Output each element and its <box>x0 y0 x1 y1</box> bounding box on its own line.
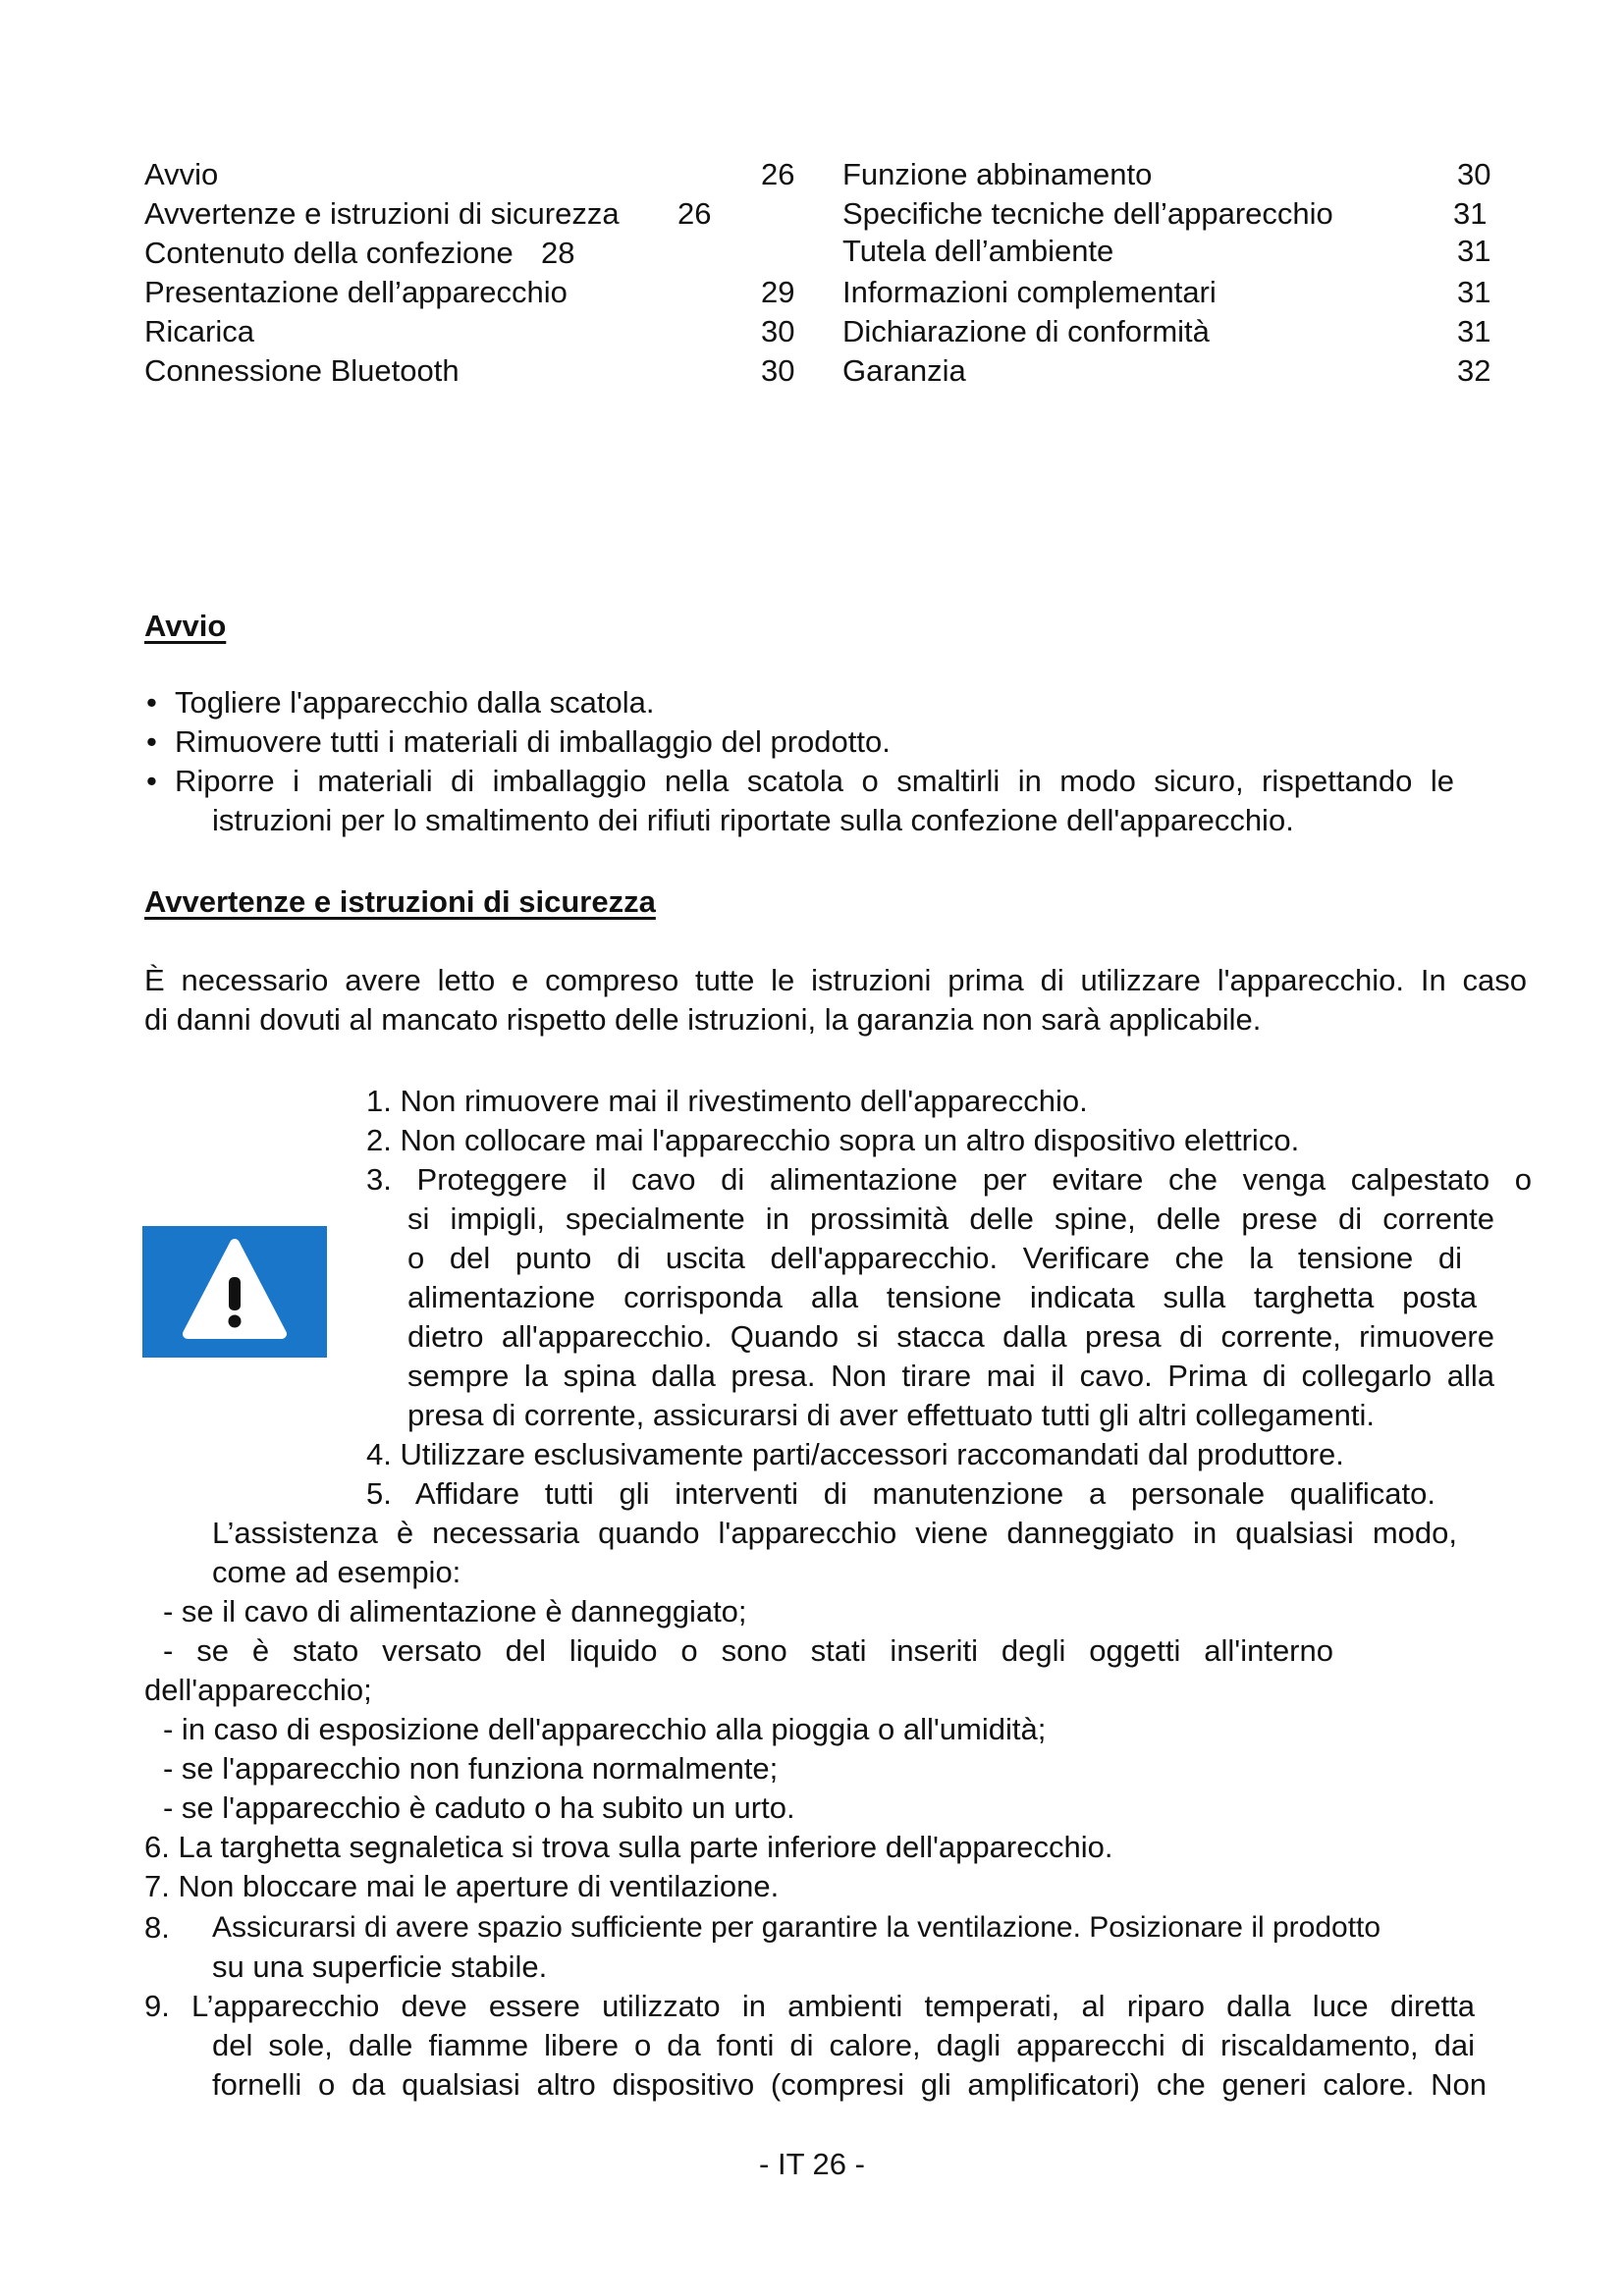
list-item-continuation: del sole, dalle fiamme libere o da fonti di calore, dagli apparecchi di riscaldamento, dai <box>212 2028 1475 2062</box>
list-item-continuation: come ad esempio: <box>212 1555 461 1589</box>
toc-entry[interactable] <box>144 194 800 234</box>
toc-entry[interactable] <box>842 194 1500 234</box>
page-number: - IT 26 - <box>759 2147 865 2181</box>
toc-entry-title: Garanzia <box>842 353 966 388</box>
toc-entry-page: 29 <box>761 275 795 309</box>
toc-entry-page: 26 <box>677 196 712 231</box>
list-item-continuation: si impigli, specialmente in prossimità delle spine, delle prese di corrente <box>407 1201 1494 1236</box>
toc-entry-page: 28 <box>541 236 575 270</box>
list-item-continuation: su una superficie stabile. <box>212 1949 548 1984</box>
sub-list-item-continuation: dell'apparecchio; <box>144 1673 372 1707</box>
warning-sign <box>142 1226 327 1358</box>
section-heading-avvio: Avvio <box>144 609 227 643</box>
bullet-marker: • <box>146 764 157 798</box>
sub-list-item: - se l'apparecchio non funziona normalmente; <box>163 1751 779 1786</box>
toc-entry-page: 30 <box>1457 157 1491 191</box>
list-item-continuation: L’assistenza è necessaria quando l'apparecchio viene danneggiato in qualsiasi modo, <box>212 1516 1457 1550</box>
safety-intro-line: È necessario avere letto e compreso tutte le istruzioni prima di utilizzare l'apparecchio. In caso <box>144 963 1527 997</box>
list-item: Assicurarsi di avere spazio sufficiente per garantire la ventilazione. Posizionare il prodotto <box>212 1911 1381 1944</box>
list-item: 1. Non rimuovere mai il rivestimento dell'apparecchio. <box>366 1084 1088 1118</box>
list-item-continuation: o del punto di uscita dell'apparecchio. Verificare che la tensione di <box>407 1241 1462 1275</box>
toc-entry-title: Avvertenze e istruzioni di sicurezza <box>144 196 620 231</box>
toc-entry-title: Dichiarazione di conformità <box>842 314 1210 348</box>
toc-entry[interactable] <box>842 312 1500 351</box>
toc-entry-page: 31 <box>1457 314 1491 348</box>
bullet-marker: • <box>146 685 157 720</box>
list-item-continuation: sempre la spina dalla presa. Non tirare mai il cavo. Prima di collegarlo alla <box>407 1359 1494 1393</box>
toc-entry-title: Specifiche tecniche dell’apparecchio <box>842 196 1333 231</box>
sub-list-item: - se l'apparecchio è caduto o ha subito un urto. <box>163 1790 795 1825</box>
list-item-continuation: istruzioni per lo smaltimento dei rifiuti riportate sulla confezione dell'apparecchio. <box>212 803 1294 837</box>
list-item: Riporre i materiali di imballaggio nella scatola o smaltirli in modo sicuro, rispettando le <box>175 764 1454 798</box>
list-item-continuation: fornelli o da qualsiasi altro dispositivo (compresi gli amplificatori) che generi calore. Non <box>212 2067 1487 2102</box>
toc-entry-page: 26 <box>761 157 795 191</box>
list-item: Rimuovere tutti i materiali di imballaggio del prodotto. <box>175 724 891 759</box>
toc-entry-title: Presentazione dell’apparecchio <box>144 275 568 309</box>
bullet-marker: • <box>146 724 157 759</box>
sub-list-item: - se è stato versato del liquido o sono stati inseriti degli oggetti all'interno <box>163 1633 1333 1668</box>
toc-entry-page: 30 <box>761 353 795 388</box>
toc-entry[interactable] <box>842 155 1500 194</box>
list-item-continuation: presa di corrente, assicurarsi di aver effettuato tutti gli altri collegamenti. <box>407 1398 1376 1432</box>
toc-entry[interactable] <box>144 155 800 194</box>
warning-triangle-icon <box>142 1226 327 1358</box>
list-item-continuation: dietro all'apparecchio. Quando si stacca dalla presa di corrente, rimuovere <box>407 1319 1494 1354</box>
sub-list-item: - in caso di esposizione dell'apparecchio alla pioggia o all'umidità; <box>163 1712 1047 1746</box>
toc-entry-title: Ricarica <box>144 314 254 348</box>
list-item: 4. Utilizzare esclusivamente parti/accessori raccomandati dal produttore. <box>366 1437 1344 1471</box>
list-item: 5. Affidare tutti gli interventi di manutenzione a personale qualificato. <box>366 1476 1435 1511</box>
toc-entry-title: Connessione Bluetooth <box>144 353 460 388</box>
toc-entry-title: Informazioni complementari <box>842 275 1217 309</box>
section-heading-safety: Avvertenze e istruzioni di sicurezza <box>144 884 656 919</box>
toc-entry[interactable] <box>144 234 800 273</box>
toc-entry-title: Contenuto della confezione <box>144 236 514 270</box>
toc-entry-page: 31 <box>1453 196 1488 231</box>
toc-entry[interactable] <box>842 232 1500 271</box>
safety-intro-line: di danni dovuti al mancato rispetto delle istruzioni, la garanzia non sarà applicabile. <box>144 1002 1262 1037</box>
list-item: Togliere l'apparecchio dalla scatola. <box>175 685 655 720</box>
toc-entry-page: 32 <box>1457 353 1491 388</box>
toc-entry-page: 31 <box>1457 275 1491 309</box>
list-item-number: 8. <box>144 1910 170 1945</box>
toc-entry[interactable] <box>842 351 1500 391</box>
toc-entry[interactable] <box>144 312 800 351</box>
toc-entry-title: Avvio <box>144 157 219 191</box>
toc-entry[interactable] <box>842 273 1500 312</box>
toc-entry-page: 30 <box>761 314 795 348</box>
toc-entry[interactable] <box>144 273 800 312</box>
sub-list-item: - se il cavo di alimentazione è danneggiato; <box>163 1594 747 1629</box>
list-item: 9. L’apparecchio deve essere utilizzato in ambienti temperati, al riparo dalla luce diretta <box>144 1989 1475 2023</box>
toc-entry-page: 31 <box>1457 234 1491 268</box>
toc-entry[interactable] <box>144 351 800 391</box>
toc-entry-title: Tutela dell’ambiente <box>842 234 1114 268</box>
list-item-continuation: alimentazione corrisponda alla tensione indicata sulla targhetta posta <box>407 1280 1477 1314</box>
toc-entry-title: Funzione abbinamento <box>842 157 1153 191</box>
list-item: 6. La targhetta segnaletica si trova sulla parte inferiore dell'apparecchio. <box>144 1830 1113 1864</box>
list-item: 3. Proteggere il cavo di alimentazione per evitare che venga calpestato o <box>366 1162 1532 1197</box>
list-item: 2. Non collocare mai l'apparecchio sopra un altro dispositivo elettrico. <box>366 1123 1300 1157</box>
list-item: 7. Non bloccare mai le aperture di ventilazione. <box>144 1869 780 1903</box>
